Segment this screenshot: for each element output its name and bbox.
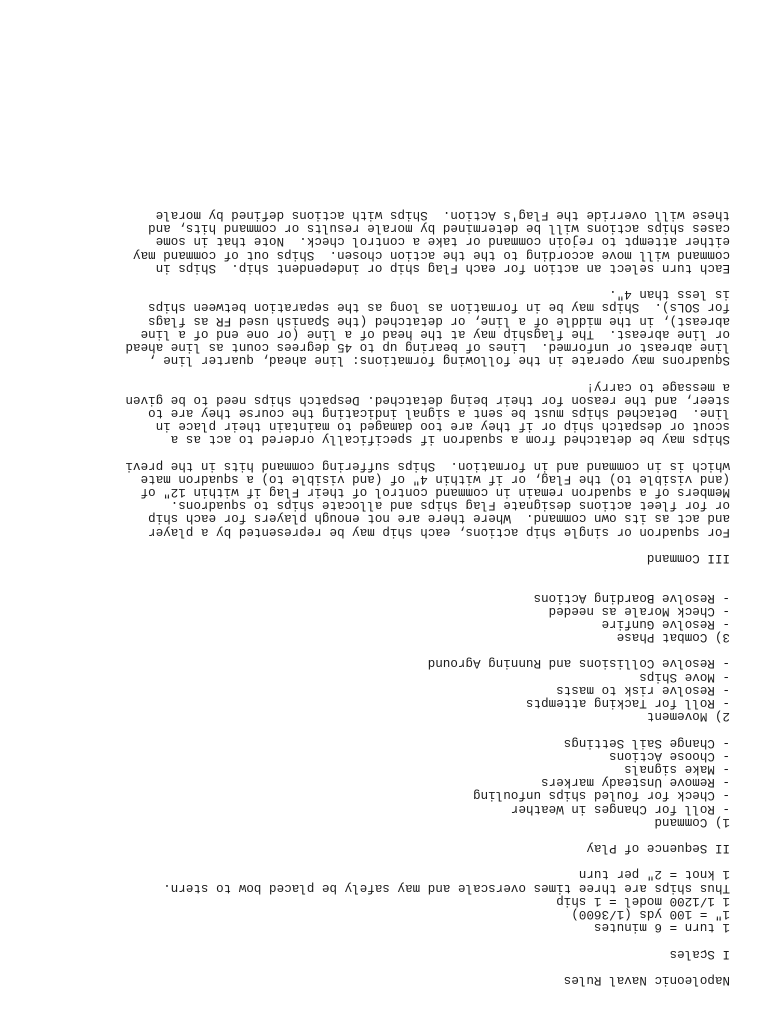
phase-item: - Roll for Tacking attempts: [525, 696, 730, 711]
phase-title-command: 1) Command: [654, 814, 730, 829]
paragraph-line: line. Detached ships must be sent a signal indicating the course they are to: [148, 405, 730, 420]
phase-item: - Move Ships: [639, 669, 730, 684]
paragraph-line: scout or despatch ship or if they are too damaged to maintain their place in: [155, 419, 730, 434]
phase-title-movement: 2) Movement: [646, 709, 730, 724]
phase-item: - Remove Unsteady markers: [541, 775, 730, 790]
paragraph-line: these will override the Flag's Action. Ships with actions defined by morale: [155, 208, 730, 223]
paragraph-line: and act as its own command. Where there are not enough players for each ship: [148, 511, 730, 526]
phase-item: - Check Morale as needed: [548, 603, 730, 618]
paragraph-line: Squadrons may operate in the following formations: line ahead, quarter line ,: [148, 353, 730, 368]
scale-line: Thus ships are three times overscale and may safely be placed bow to stern.: [163, 880, 730, 895]
paragraph-line: or line abreast. The flagship may at the head of a line (or one end of a line: [140, 326, 730, 341]
scale-line: 1 turn = 6 minutes: [593, 920, 730, 935]
phase-item: - Make signals: [624, 762, 730, 776]
scale-line: 1" = 100 yds (1/3600): [571, 907, 730, 922]
paragraph-line: either attempt to rejoin command or take a control check. Note that in some: [155, 234, 730, 249]
paragraph-line: which is in command and in formation. Ships suffering command hits in the previ: [125, 458, 730, 473]
scale-line: 1 knot = 2" per turn: [578, 867, 730, 882]
paragraph-line: Ships may be detatched from a squadron if specifically ordered to act as a: [170, 432, 730, 447]
document-text: [30, 208, 730, 986]
scale-line: 1 1/1200 model = 1 ship: [556, 893, 730, 908]
phase-item: - Resolve Collisions and Running Aground: [427, 656, 730, 671]
paragraph-line: line abreast or unformed. Lines of bearing up to 45 degrees count as line ahead: [125, 340, 730, 354]
phase-item: - Resolve Gunfire: [601, 616, 730, 631]
phase-item: - Resolve Boarding Actions: [533, 590, 730, 605]
section-heading-scales: I Scales: [669, 946, 730, 961]
paragraph-line: for SOLs). Ships may be in formation as long as the separation between ships: [148, 300, 730, 315]
paragraph-line: (and visible to) the Flag, or if within 4" of (and visible to) a squadron mate: [140, 471, 730, 486]
phase-item: - Check for fouled ships unfouling: [473, 788, 730, 803]
phase-item: - Resolve risk to masts: [556, 682, 730, 697]
phase-item: - Choose Actions: [609, 748, 730, 763]
paragraph-line: cases ships actions will be determined by morale results or command hits, and: [148, 221, 730, 236]
paragraph-line: is less than 4".: [609, 287, 730, 302]
phase-item: - Change Sail Settings: [563, 735, 730, 750]
paragraph-line: a message to carry!: [586, 379, 730, 394]
phase-title-combat: 3) Combat Phase: [616, 630, 730, 645]
paragraph-line: abreast), in the middle of a line, or detatched (the Spanish used FR as flags: [148, 313, 730, 328]
paragraph-line: steer, and the reason for their being detatched. Despatch ships need to be given: [125, 392, 730, 407]
paragraph-line: or for fleet actions designate Flag ships and allocate ships to squadrons.: [170, 498, 730, 513]
paragraph-line: Members of a squadron remain in command control of their Flag if within 12" of: [140, 485, 730, 500]
paragraph-line: Each turn select an action for each Flag ship or independent ship. Ships in: [155, 260, 730, 275]
paragraph-line: For squadron or single ship actions, each ship may be represented by a player: [148, 524, 730, 539]
paragraph-line: command will move according to the the action chosen. Ships out of command may: [132, 247, 730, 262]
document-title: Napoleonic Naval Rules: [563, 973, 730, 987]
section-heading-sequence: II Sequence of Play: [586, 841, 730, 856]
section-heading-command: III Command: [646, 551, 730, 565]
phase-item: - Roll for Changes in Weather: [510, 801, 730, 816]
